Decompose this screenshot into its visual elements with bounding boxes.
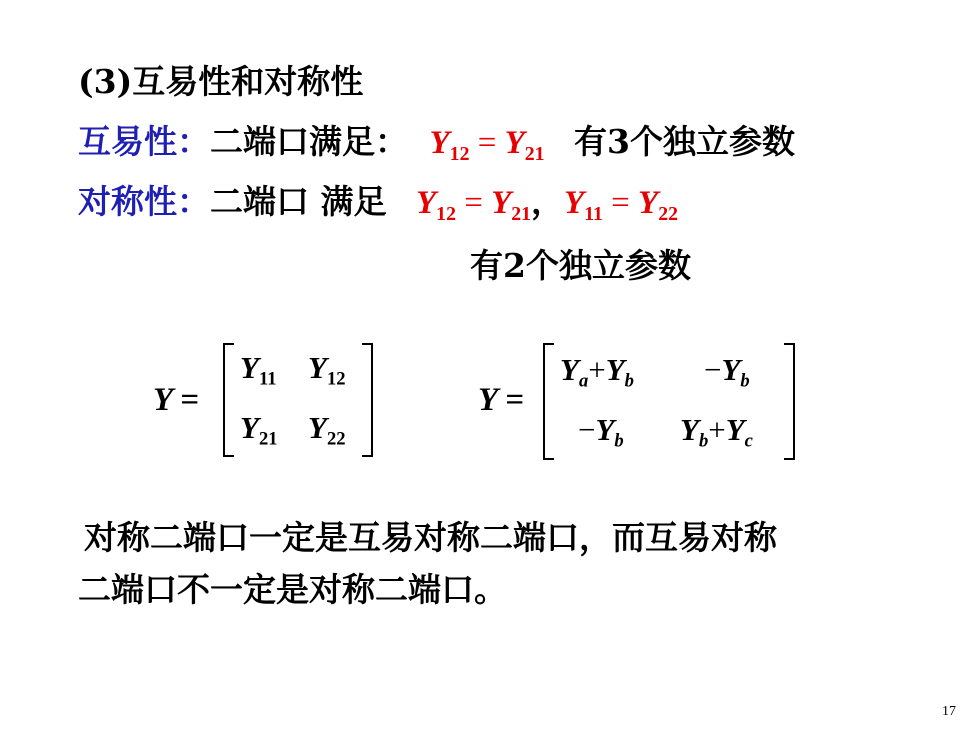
symmetry-note: 有2个独立参数 xyxy=(470,246,691,285)
reciprocity-line xyxy=(78,122,795,174)
conclusion-line-1: 对称二端口一定是互易对称二端口，而互易对称 xyxy=(84,518,777,557)
symmetry-formula-2: $Y_{11} = Y_{22}$ xyxy=(564,185,678,225)
matrix2-cell-12: $-Y_b$ xyxy=(704,352,750,392)
section-heading: (3)互易性和对称性 xyxy=(78,62,364,101)
matrix1-left-bracket xyxy=(223,343,234,457)
matrix1-lhs: Y = xyxy=(153,382,199,418)
matrix1-cell-12: $Y_{12}$ xyxy=(308,350,346,390)
symmetry-line xyxy=(78,182,678,234)
symmetry-text: 二端口 满足 xyxy=(210,182,387,221)
symmetry-label: 对称性： xyxy=(78,182,210,221)
matrix2-cell-11: $Y_a+Y_b$ xyxy=(560,352,634,392)
reciprocity-text: 二端口满足： xyxy=(210,122,408,161)
matrix2-left-bracket xyxy=(543,343,554,460)
matrix1-cell-21: $Y_{21}$ xyxy=(240,410,278,450)
matrix1-cell-22: $Y_{22}$ xyxy=(308,410,346,450)
conclusion-line-2: 二端口不一定是对称二端口。 xyxy=(78,570,507,609)
matrix1-cell-11: $Y_{11}$ xyxy=(240,350,277,390)
matrix2-lhs: Y = xyxy=(478,382,524,418)
matrix2-cell-21: $-Y_b$ xyxy=(578,412,624,452)
reciprocity-note: 有3个独立参数 xyxy=(574,122,795,161)
reciprocity-label: 互易性： xyxy=(78,122,210,161)
symmetry-formula-1: $Y_{12} = Y_{21}$ xyxy=(416,185,532,225)
matrix2-right-bracket xyxy=(784,343,795,460)
matrix1-right-bracket xyxy=(362,343,373,457)
matrix2-cell-22: $Y_b+Y_c$ xyxy=(680,412,753,452)
symmetry-comma: ， xyxy=(531,182,565,221)
page-number: 17 xyxy=(942,704,956,719)
reciprocity-formula: $Y_{12} = Y_{21}$ xyxy=(429,125,545,165)
